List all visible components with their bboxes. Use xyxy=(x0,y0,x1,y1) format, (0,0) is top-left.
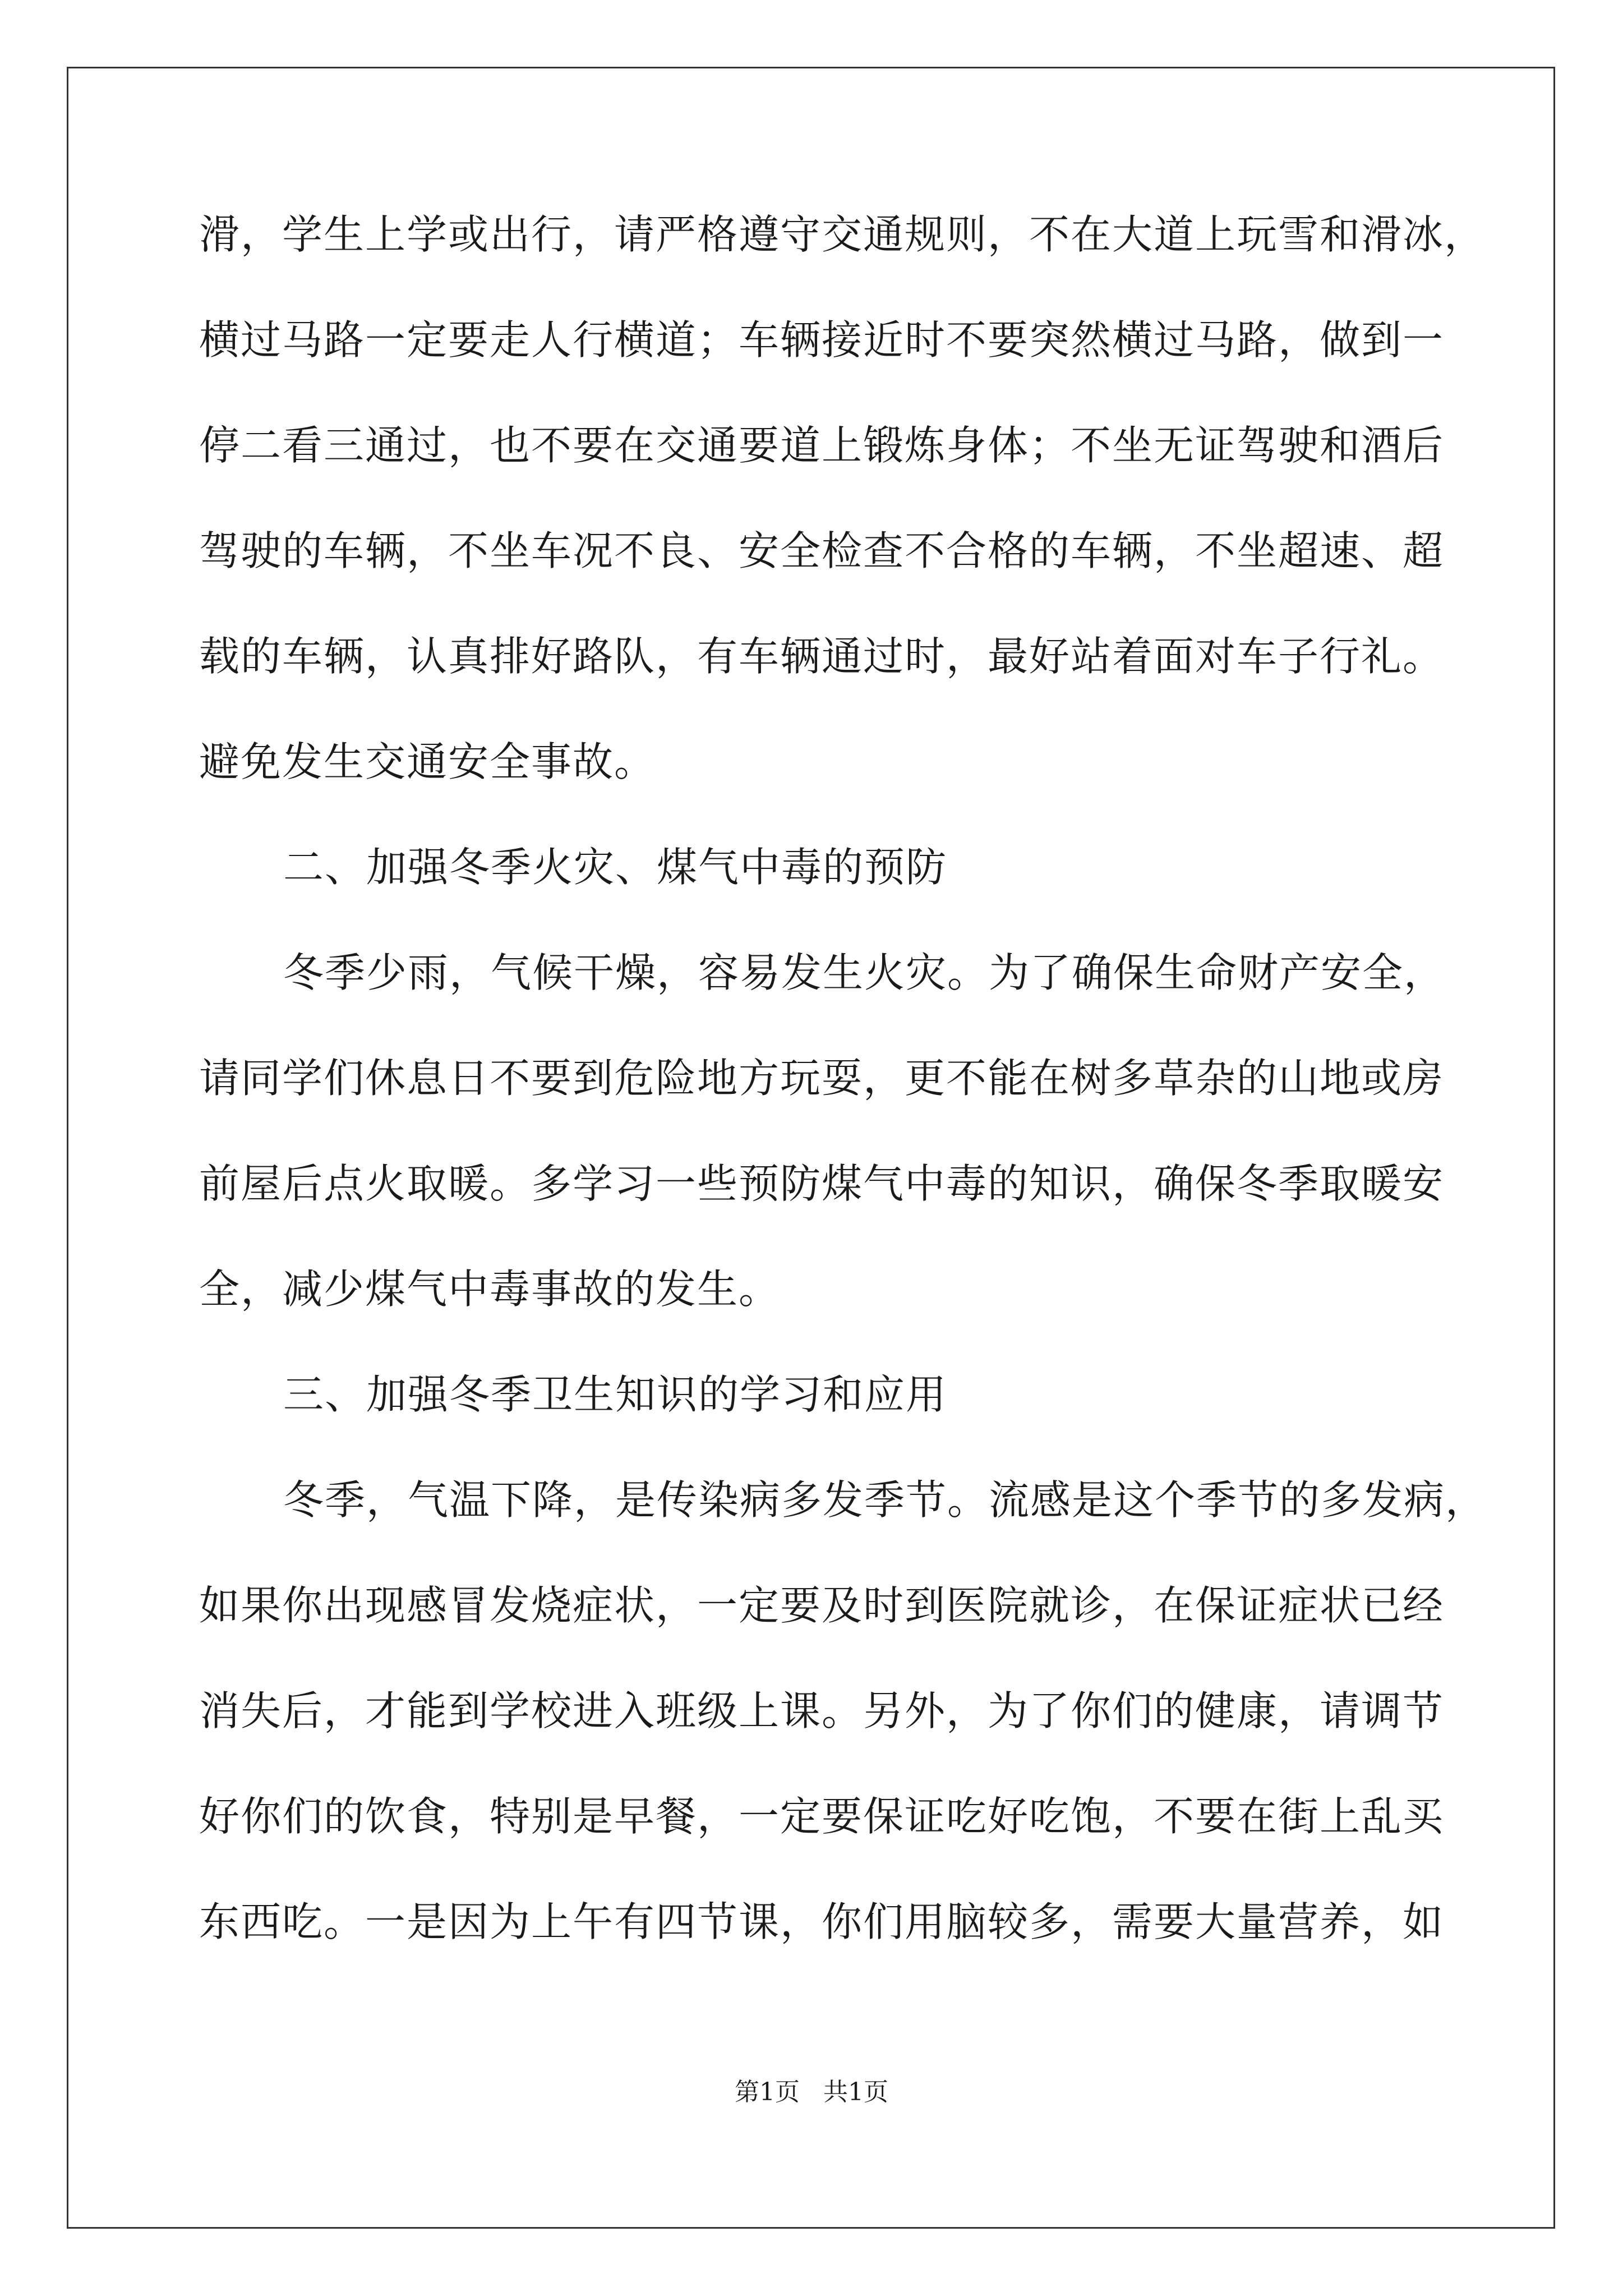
text-line: 全，减少煤气中毒事故的发生。 xyxy=(199,1266,781,1313)
section-heading: 三、加强冬季卫生知识的学习和应用 xyxy=(283,1371,948,1418)
text-line: 请同学们休息日不要到危险地方玩耍，更不能在树多草杂的山地或房 xyxy=(199,1055,1445,1102)
text-line: 如果你出现感冒发烧症状，一定要及时到医院就诊，在保证症状已经 xyxy=(199,1582,1445,1629)
text-line: 东西吃。一是因为上午有四节课，你们用脑较多，需要大量营养，如 xyxy=(199,1898,1445,1945)
text-line: 停二看三通过，也不要在交通要道上锻炼身体；不坐无证驾驶和酒后 xyxy=(199,422,1445,469)
text-line: 横过马路一定要走人行横道；车辆接近时不要突然横过马路，做到一 xyxy=(199,316,1445,364)
page-footer: 第1页 共1页 xyxy=(735,2078,888,2106)
text-line: 消失后，才能到学校进入班级上课。另外，为了你们的健康，请调节 xyxy=(199,1687,1445,1734)
text-line: 载的车辆，认真排好路队，有车辆通过时，最好站着面对车子行礼。 xyxy=(199,633,1445,680)
text-line: 避免发生交通安全事故。 xyxy=(199,738,656,785)
text-line: 冬季少雨，气候干燥，容易发生火灾。为了确保生命财产安全， xyxy=(283,949,1446,996)
text-line: 前屋后点火取暖。多学习一些预防煤气中毒的知识，确保冬季取暖安 xyxy=(199,1160,1445,1207)
section-heading: 二、加强冬季火灾、煤气中毒的预防 xyxy=(283,844,948,891)
text-line: 驾驶的车辆，不坐车况不良、安全检查不合格的车辆，不坐超速、超 xyxy=(199,527,1445,574)
text-line: 好你们的饮食，特别是早餐，一定要保证吃好吃饱，不要在街上乱买 xyxy=(199,1793,1445,1840)
text-line: 滑，学生上学或出行，请严格遵守交通规则，不在大道上玩雪和滑冰， xyxy=(199,211,1486,258)
text-line: 冬季，气温下降，是传染病多发季节。流感是这个季节的多发病， xyxy=(283,1476,1487,1524)
